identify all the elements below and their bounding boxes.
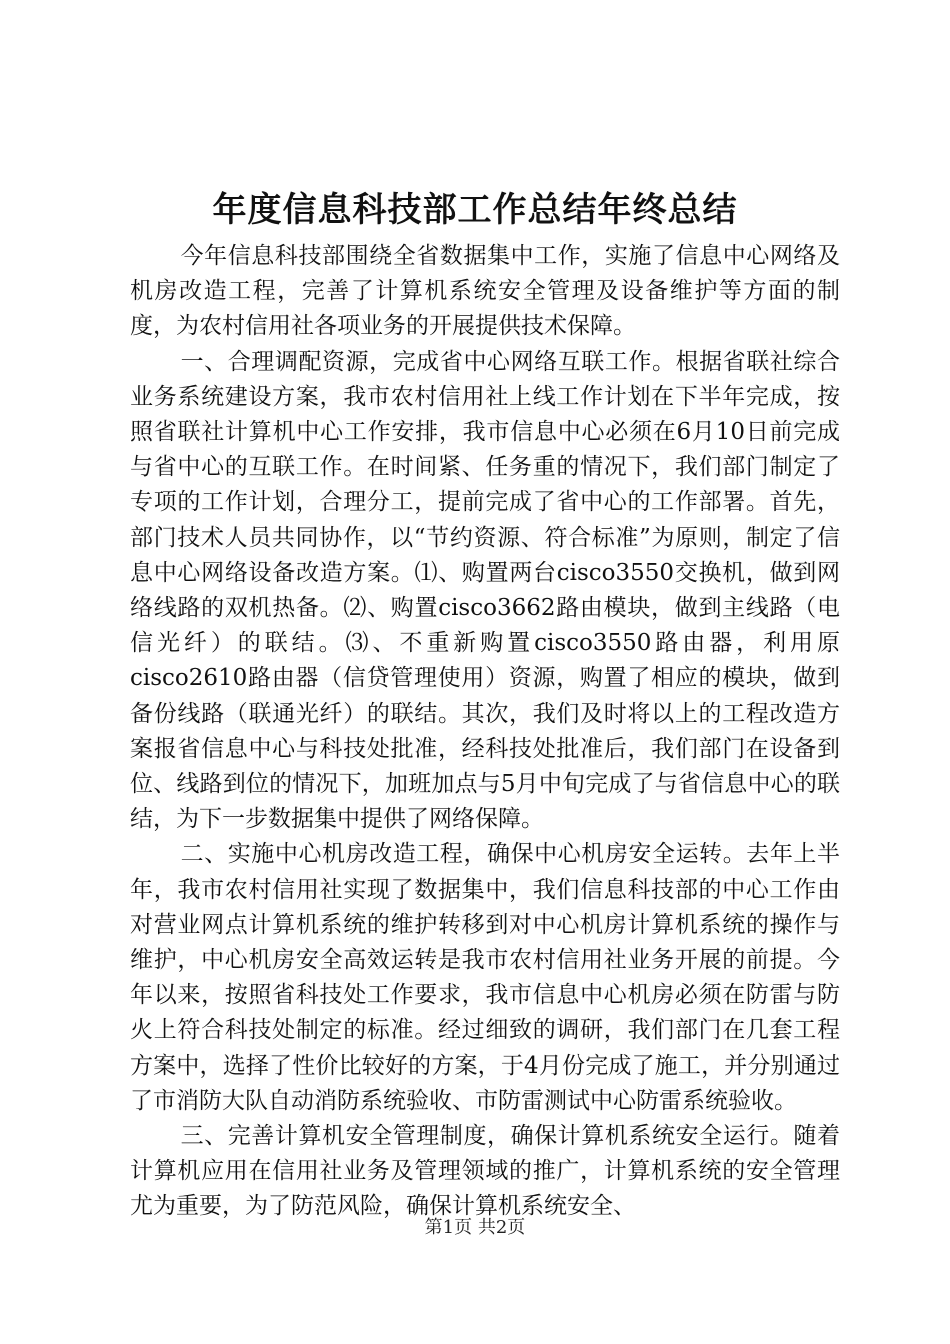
- page-number-footer: 第1页 共2页: [424, 1217, 526, 1238]
- paragraph-section-1: 一、合理调配资源，完成省中心网络互联工作。根据省联社综合业务系统建设方案，我市农村信用社上线工作计划在下半年完成，按照省联社计算机中心工作安排，我市信息中心必须在6月10日前完成与省中心的互联工作。在时间紧、任务重的情况下，我们部门制定了专项的工作计划，合理分工，提前完成了省中心的工作部署。首先，部门技术人员共同协作，以“节约资源、符合标准”为原则，制定了信息中心网络设备改造方案。⑴、购置两台cisco3550交换机，做到网络线路的双机热备。⑵、购置cisco3662路由模块，做到主线路（电信光纤）的联结。⑶、不重新购置cisco3550路由器，利用原cisco2610路由器（信贷管理使用）资源，购置了相应的模块，做到备份线路（联通光纤）的联结。其次，我们及时将以上的工程改造方案报省信息中心与科技处批准，经科技处批准后，我们部门在设备到位、线路到位的情况下，加班加点与5月中旬完成了与省信息中心的联结，为下一步数据集中提供了网络保障。: [130, 348, 840, 833]
- document-title: 年度信息科技部工作总结年终总结: [212, 190, 738, 230]
- paragraph-intro: 今年信息科技部围绕全省数据集中工作，实施了信息中心网络及机房改造工程，完善了计算机系统安全管理及设备维护等方面的制度，为农村信用社各项业务的开展提供技术保障。: [130, 243, 840, 340]
- document-body: [130, 239, 840, 1225]
- paragraph-section-2: 二、实施中心机房改造工程，确保中心机房安全运转。去年上半年，我市农村信用社实现了数据集中，我们信息科技部的中心工作由对营业网点计算机系统的维护转移到对中心机房计算机系统的操作与维护，中心机房安全高效运转是我市农村信用社业务开展的前提。今年以来，按照省科技处工作要求，我市信息中心机房必须在防雷与防火上符合科技处制定的标准。经过细致的调研，我们部门在几套工程方案中，选择了性价比较好的方案，于4月份完成了施工，并分别通过了市消防大队自动消防系统验收、市防雷测试中心防雷系统验收。: [130, 841, 840, 1114]
- paragraph-section-3: 三、完善计算机安全管理制度，确保计算机系统安全运行。随着计算机应用在信用社业务及管理领域的推广，计算机系统的安全管理尤为重要，为了防范风险，确保计算机系统安全、: [130, 1123, 840, 1220]
